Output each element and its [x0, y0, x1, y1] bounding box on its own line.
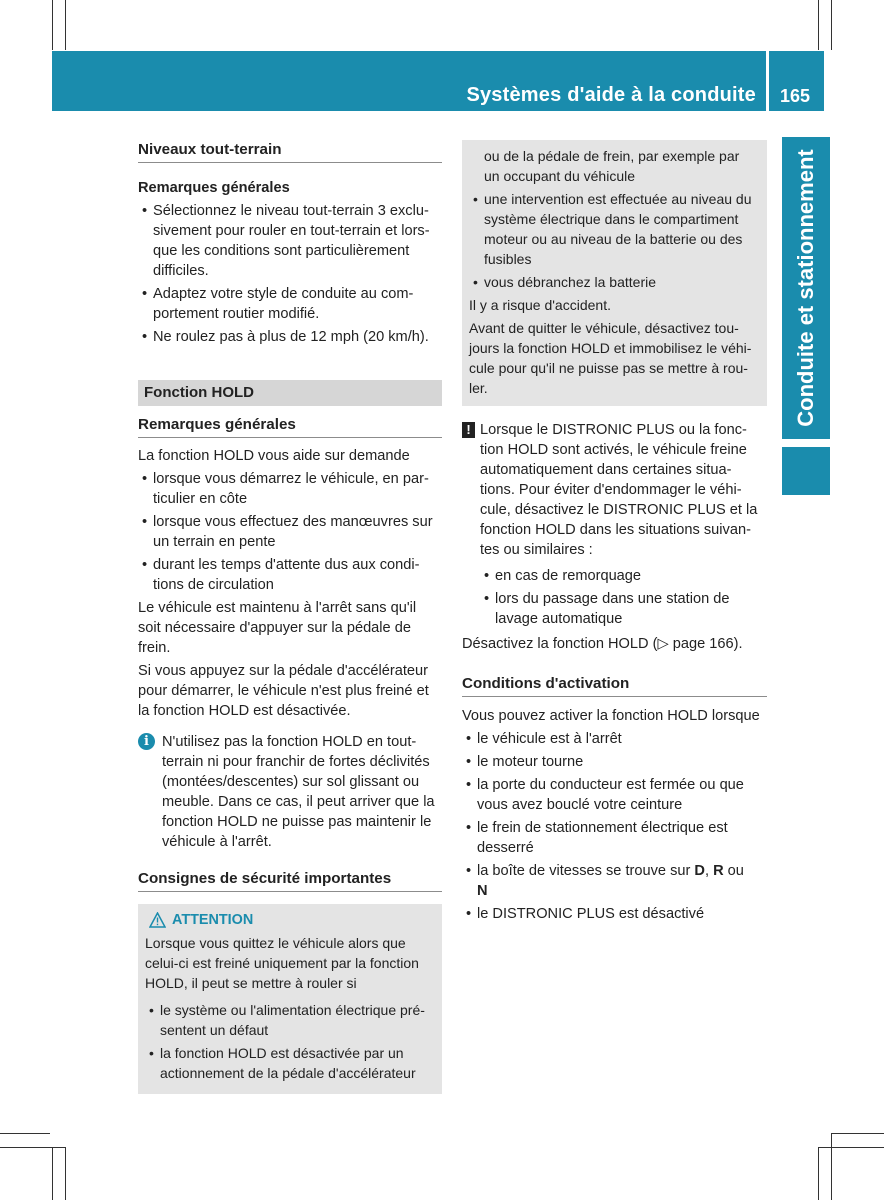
list-item: • la boîte de vitesses se trouve sur D, R ou N — [462, 861, 767, 901]
crop-mark — [831, 1133, 832, 1200]
crop-mark — [0, 1147, 65, 1148]
chapter-tab-label: Conduite et stationnement — [793, 149, 818, 427]
section-bar-hold: Fonction HOLD — [138, 380, 442, 406]
page-number-box — [769, 51, 824, 111]
section-heading-general: Remarques générales — [138, 415, 442, 438]
list-item: • le DISTRONIC PLUS est désactivé — [462, 904, 767, 924]
chapter-tab — [782, 137, 830, 439]
list-item: • durant les temps d'attente dus aux condi- tions de circulation — [138, 555, 442, 595]
crop-mark — [831, 1133, 884, 1134]
crop-mark — [65, 1147, 66, 1200]
exclamation-icon: ! — [462, 422, 475, 438]
page-number: 165 — [780, 86, 811, 106]
crop-mark — [831, 0, 832, 50]
crop-mark — [818, 1147, 884, 1148]
list-item: • Adaptez votre style de conduite au com- portement routier modifié. — [138, 284, 442, 324]
warning-text: Il y a risque d'accident. — [469, 297, 611, 313]
section-heading-offroad: Niveaux tout-terrain — [138, 140, 442, 163]
subheading-general-remarks: Remarques générales — [138, 180, 290, 196]
info-icon: i — [138, 733, 155, 750]
crop-mark — [52, 1147, 53, 1200]
paragraph: Vous pouvez activer la fonction HOLD lorsque — [462, 708, 760, 724]
section-heading-activation: Conditions d'activation — [462, 674, 767, 697]
right-column — [462, 140, 767, 927]
paragraph: Si vous appuyez sur la pédale d'accélérateur pour démarrer, le véhicule n'est plus freiné et la fonction HOLD est désactivée. — [138, 663, 429, 719]
list-item: • le moteur tourne — [462, 752, 767, 772]
list-item: • lorsque vous effectuez des manœuvres sur un terrain en pente — [138, 512, 442, 552]
warning-box — [138, 904, 442, 1094]
list-item: • la fonction HOLD est désactivée par un actionnement de la pédale d'accélérateur — [145, 1043, 435, 1083]
list-item: • le frein de stationnement électrique est desserré — [462, 818, 767, 858]
warning-continuation: ou de la pédale de frein, par exemple par un occupant du véhicule — [484, 148, 740, 184]
caution-note: ! Lorsque le DISTRONIC PLUS ou la fonc- tion HOLD sont activés, le véhicule freine automatiquement dans certaines situa- tions. Pour éviter d'endommager le véhi- cule, désactivez le DISTRONIC PLUS et la fonction HOLD dans les situations suivan- tes ou similaires : • en cas de remorquage • lors du passage dans une station de lavage automatique — [462, 420, 767, 629]
crop-mark — [52, 0, 53, 50]
warning-box-continued — [462, 140, 767, 406]
list-item: • le véhicule est à l'arrêt — [462, 729, 767, 749]
warning-label: ATTENTION — [172, 912, 254, 928]
list-item: • vous débranchez la batterie — [469, 272, 760, 292]
crop-mark — [65, 0, 66, 50]
paragraph: Le véhicule est maintenu à l'arrêt sans qu'il soit nécessaire d'appuyer sur la pédale de frein. — [138, 600, 417, 656]
list-item: • Ne roulez pas à plus de 12 mph (20 km/h). — [138, 327, 442, 347]
list-item: • en cas de remorquage — [480, 566, 767, 586]
left-column — [138, 140, 442, 1094]
section-heading-safety: Consignes de sécurité importantes — [138, 869, 442, 892]
list-item: • lorsque vous démarrez le véhicule, en par- ticulier en côte — [138, 469, 442, 509]
warning-header — [149, 910, 435, 930]
list-item: • lors du passage dans une station de lavage automatique — [480, 589, 767, 629]
list-item: • une intervention est effectuée au niveau du système électrique dans le compartiment moteur ou au niveau de la batterie ou des fusibles — [469, 189, 760, 269]
page-title: Systèmes d'aide à la conduite — [466, 84, 756, 106]
list-item: • le système ou l'alimentation électrique pré- sentent un défaut — [145, 1000, 435, 1040]
list-item: • la porte du conducteur est fermée ou que vous avez bouclé votre ceinture — [462, 775, 767, 815]
chapter-marker — [782, 447, 830, 495]
warning-text: Avant de quitter le véhicule, désactivez tou- jours la fonction HOLD et immobilisez le véhi- cule pour qu'il ne puisse pas se mettre à rou- ler. — [469, 320, 752, 396]
warning-text: Lorsque vous quittez le véhicule alors que celui-ci est freiné uniquement par la fonction HOLD, il peut se mettre à rouler si — [145, 935, 419, 991]
crop-mark — [818, 0, 819, 50]
header-band — [52, 51, 766, 111]
warning-triangle-icon — [149, 912, 166, 928]
info-note: i N'utilisez pas la fonction HOLD en tout- terrain ni pour franchir de fortes déclivités (montées/descentes) sur sol glissant ou meuble. Dans ce cas, il peut arriver que la fonction HOLD ne puisse pas maintenir le véhicule à l'arrêt. — [138, 732, 442, 852]
page-reference[interactable]: Désactivez la fonction HOLD (▷ page 166). — [462, 636, 743, 652]
list-item: • Sélectionnez le niveau tout-terrain 3 exclu- sivement pour rouler en tout-terrain et lors- que les conditions sont particulièrement difficiles. — [138, 201, 442, 281]
crop-mark — [0, 1133, 50, 1134]
paragraph: La fonction HOLD vous aide sur demande — [138, 448, 410, 464]
crop-mark — [818, 1147, 819, 1200]
